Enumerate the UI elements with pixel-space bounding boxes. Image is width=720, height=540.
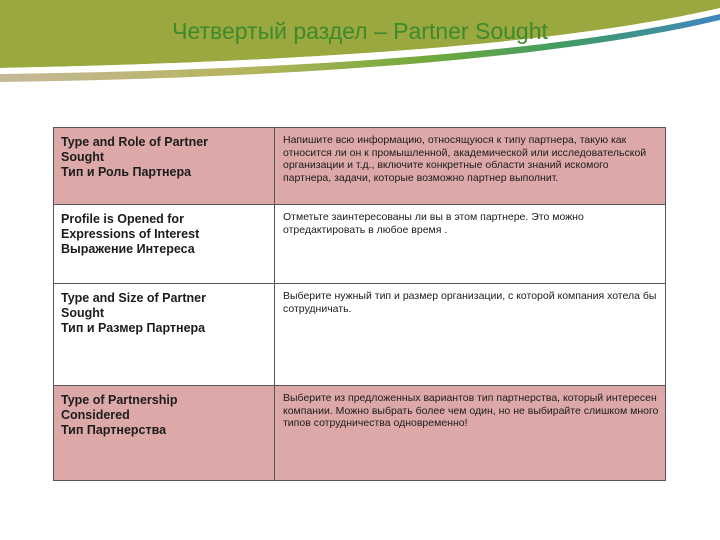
row-label <box>54 128 275 205</box>
row-description: Выберите из предложенных вариантов тип партнерства, который интересен компании. Можно выбрать более чем один, но не выбирайте слишком много типов сотрудничества одновременно! <box>275 386 666 481</box>
row-label-line: Expressions of Interest <box>61 227 200 241</box>
row-label <box>54 205 275 284</box>
row-label-line: Type and Size of Partner <box>61 291 206 305</box>
table-row <box>54 128 666 205</box>
row-description: Отметьте заинтересованы ли вы в этом партнере. Это можно отредактировать в любое время . <box>275 205 666 284</box>
row-label-line: Sought <box>61 150 105 164</box>
row-description: Напишите всю информацию, относящуюся к типу партнера, такую как относится ли он к промышленной, академической или исследовательской организации и т.д., включите конкретные области знаний искомого партнера, задачи, которые возможно партнер выполнит. <box>275 128 666 205</box>
row-label-line: Type and Role of Partner <box>61 135 209 149</box>
row-label-line: Тип Партнерства <box>61 423 167 437</box>
row-label-line: Considered <box>61 408 130 422</box>
row-description: Выберите нужный тип и размер организации, с которой компания хотела бы сотрудничать. <box>275 284 666 386</box>
table-row <box>54 205 666 284</box>
row-label-line: Выражение Интереса <box>61 242 195 256</box>
row-label-line: Тип и Роль Партнера <box>61 165 192 179</box>
table-row <box>54 386 666 481</box>
row-label <box>54 386 275 481</box>
row-label-line: Profile is Opened for <box>61 212 184 226</box>
table-row <box>54 284 666 386</box>
row-label-line: Type of Partnership <box>61 393 178 407</box>
row-label-line: Sought <box>61 306 105 320</box>
row-label <box>54 284 275 386</box>
header-banner <box>0 0 720 100</box>
info-table <box>53 127 666 481</box>
page-title: Четвертый раздел – Partner Sought <box>172 18 548 44</box>
row-label-line: Тип и Размер Партнера <box>61 321 206 335</box>
